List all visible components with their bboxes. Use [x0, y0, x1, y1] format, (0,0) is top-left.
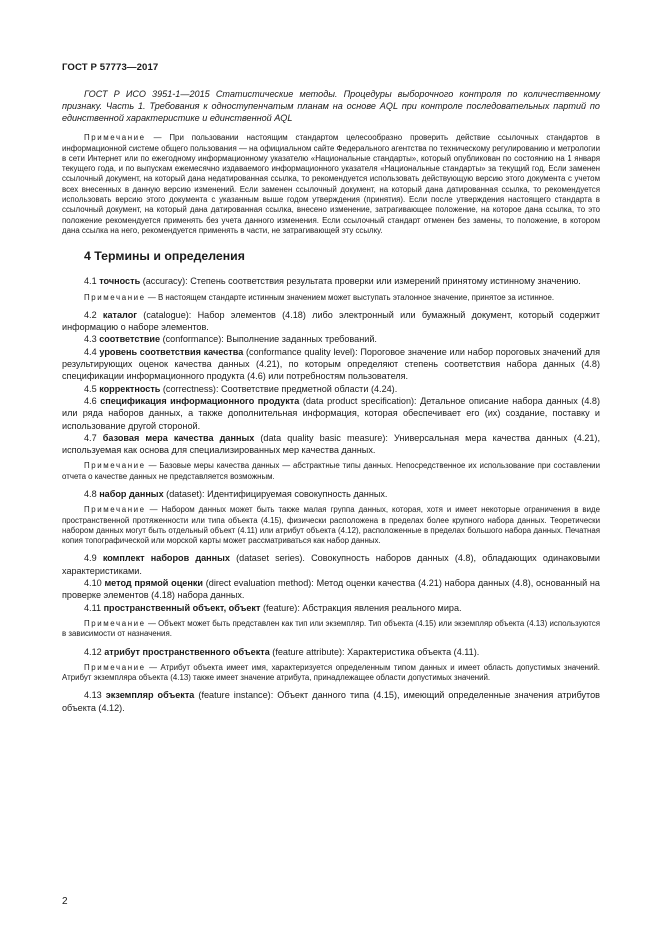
normative-reference: ГОСТ Р ИСО 3951-1—2015 Статистические методы. Процедуры выборочного контроля по количественному признаку. Часть 1. Требования к одноступенчатым планам на основе AQL при контроле последовательных партий по единственной характеристике и единственной AQL	[62, 89, 600, 124]
term-definition: (dataset): Идентифицируемая совокупность данных.	[163, 489, 388, 499]
note-label: Примечание	[84, 133, 146, 143]
term-name: спецификация информационного продукта	[100, 395, 300, 406]
term-entry	[62, 395, 600, 432]
term-definition: (direct evaluation method): Метод оценки качества (4.21) набора данных (4.8), основанный на проверке элементов (4.18) набора данных.	[62, 578, 600, 601]
term-definition: (data product specification): Детальное описание набора данных (4.8) или ряда наборов данных, а также дополнительная информация, которая обеспечивает его (их) создание, поставку и использование другой стороной.	[62, 395, 601, 431]
term-definition: (feature instance): Объект данного типа (4.15), имеющий определенные значения атрибутов объекта (4.12).	[62, 690, 600, 713]
note-label: Примечание	[84, 461, 146, 471]
term-name: экземпляр объекта	[105, 690, 195, 701]
term-definition: (conformance quality level): Пороговое значение или набор пороговых значений для результирующих оценок качества данных (4.21), по которым определяют степень соответствия набора данных (4.8) спецификации информационного продукта (4.6) или потребностям пользователя.	[62, 346, 601, 382]
term-entry	[62, 383, 600, 395]
term-name: пространственный объект, объект	[103, 602, 261, 613]
page-content	[62, 88, 600, 714]
term-name: метод прямой оценки	[104, 578, 203, 589]
term-definition: (conformance): Выполнение заданных требований.	[160, 334, 377, 345]
term-number: 4.12	[84, 646, 102, 657]
term-number: 4.3	[84, 334, 97, 345]
term-entry	[62, 309, 600, 334]
term-number: 4.1	[84, 276, 97, 287]
term-name: точность	[99, 276, 141, 287]
note-text: — Базовые меры качества данных — абстрактные типы данных. Непосредственное их использование при составлении отчета о качестве данных не представляется возможным.	[62, 461, 600, 481]
term-name: базовая мера качества данных	[102, 432, 255, 443]
term-name: атрибут пространственного объекта	[104, 646, 270, 657]
term-definition: (dataset series). Совокупность наборов данных (4.8), обладающих одинаковыми характеристиками.	[62, 553, 601, 576]
term-entry	[62, 333, 600, 345]
term-number: 4.9	[84, 553, 97, 564]
term-note	[62, 619, 600, 640]
term-name: набор данных	[99, 489, 164, 499]
term-number: 4.2	[84, 309, 97, 320]
term-definition: (data quality basic measure): Универсальная мера качества данных (4.21), используемая как основа для специализированных мер качества данных.	[62, 432, 600, 456]
note-label: Примечание	[84, 662, 146, 672]
term-definition: (correctness): Соответствие предметной области (4.24).	[160, 383, 398, 394]
term-name: соответствие	[99, 334, 161, 345]
note-text: — Объект может быть представлен как тип или экземпляр. Тип объекта (4.15) или экземпляр объекта (4.13) используются в зависимости от назначения.	[62, 618, 600, 639]
term-number: 4.4	[84, 346, 97, 357]
term-number: 4.6	[84, 395, 97, 406]
term-definition: (feature attribute): Характеристика объекта (4.11).	[269, 646, 480, 657]
term-entry	[62, 646, 600, 658]
term-definition: (feature): Абстракция явления реального мира.	[260, 602, 462, 613]
section-heading: 4 Термины и определения	[84, 249, 245, 264]
term-entry	[62, 689, 600, 714]
standard-code-header: ГОСТ Р 57773—2017	[62, 62, 159, 73]
note-text: — В настоящем стандарте истинным значением может выступать эталонное значение, принятое за истинное.	[145, 292, 555, 302]
term-number: 4.11	[84, 602, 102, 613]
note-text: — При пользовании настоящим стандартом целесообразно проверить действие ссылочных стандартов в информационной системе общего пользования — на официальном сайте Федерального агентства по техническому регулированию и метрологии в сети Интернет или по ежегодному информационному указателю «Национальные стандарты», который опубликован по состоянию на 1 января текущего года, и по выпускам ежемесячно издаваемого информационного указателя «Национальные стандарты» за текущий год. Если заменен ссылочный документ, на который дана недатированная ссылка, то рекомендуется использовать действующую версию этого документа с учетом всех внесенных в данную версию изменений. Если заменен ссылочный документ, на который дана датированная ссылка, то рекомендуется использовать версию этого документа с указанным выше годом утверждения (принятия). Если после утверждения настоящего стандарта в ссылочный документ, на который дана датированная ссылка, внесено изменение, затрагивающее положение, на которое дана ссылка, то это положение рекомендуется применять без учета данного изменения. Если ссылочный стандарт отменен без замены, то положение, в котором дана ссылка на него, рекомендуется применять в части, не затрагивающей эту ссылку.	[62, 133, 600, 235]
term-name: уровень соответствия качества	[99, 346, 244, 357]
term-definition: (catalogue): Набор элементов (4.18) либо электронный или бумажный документ, который содержит информацию о наборе элементов.	[62, 309, 601, 333]
term-number: 4.10	[84, 578, 102, 589]
intro-note	[62, 133, 600, 236]
term-note	[62, 663, 600, 684]
term-entry	[62, 602, 600, 614]
note-label: Примечание	[84, 505, 146, 515]
term-entry	[62, 432, 600, 457]
term-note	[62, 461, 600, 482]
term-number: 4.8	[84, 489, 97, 499]
note-label: Примечание	[84, 618, 146, 628]
terms-list	[62, 275, 600, 714]
term-number: 4.7	[84, 432, 97, 443]
term-note	[62, 293, 600, 303]
note-text: — Набором данных может быть также малая группа данных, которая, хотя и имеет некоторые ограничения в виде пространственной протяженности или типа объекта (4.15), физически расположена в пределах более крупного набора данных. Теоретически набором данных могут быть отдельный объект (4.11) или атрибут объекта (4.12), расположенные в пределах большого набора данных. Печатная копия топографической или морской карты может рассматриваться как набор данных.	[62, 505, 600, 546]
term-note	[62, 505, 600, 546]
term-name: корректность	[99, 383, 161, 394]
page-number: 2	[62, 896, 68, 907]
term-name: каталог	[102, 309, 138, 320]
term-entry	[62, 577, 600, 602]
term-entry	[62, 346, 600, 383]
term-number: 4.13	[84, 690, 102, 701]
note-label: Примечание	[84, 292, 146, 302]
term-entry	[62, 275, 600, 287]
term-name: комплект наборов данных	[102, 553, 230, 564]
note-text: — Атрибут объекта имеет имя, характеризуется определенным типом данных и имеет область допустимых значений. Атрибут экземпляра объекта (4.13) также имеет значение атрибута, принадлежащее области допустимых значений.	[62, 662, 600, 683]
term-number: 4.5	[84, 383, 97, 394]
term-entry	[62, 488, 600, 500]
term-definition: (accuracy): Степень соответствия результата проверки или измерений принятому истинному значению.	[140, 276, 581, 287]
term-entry	[62, 552, 600, 577]
